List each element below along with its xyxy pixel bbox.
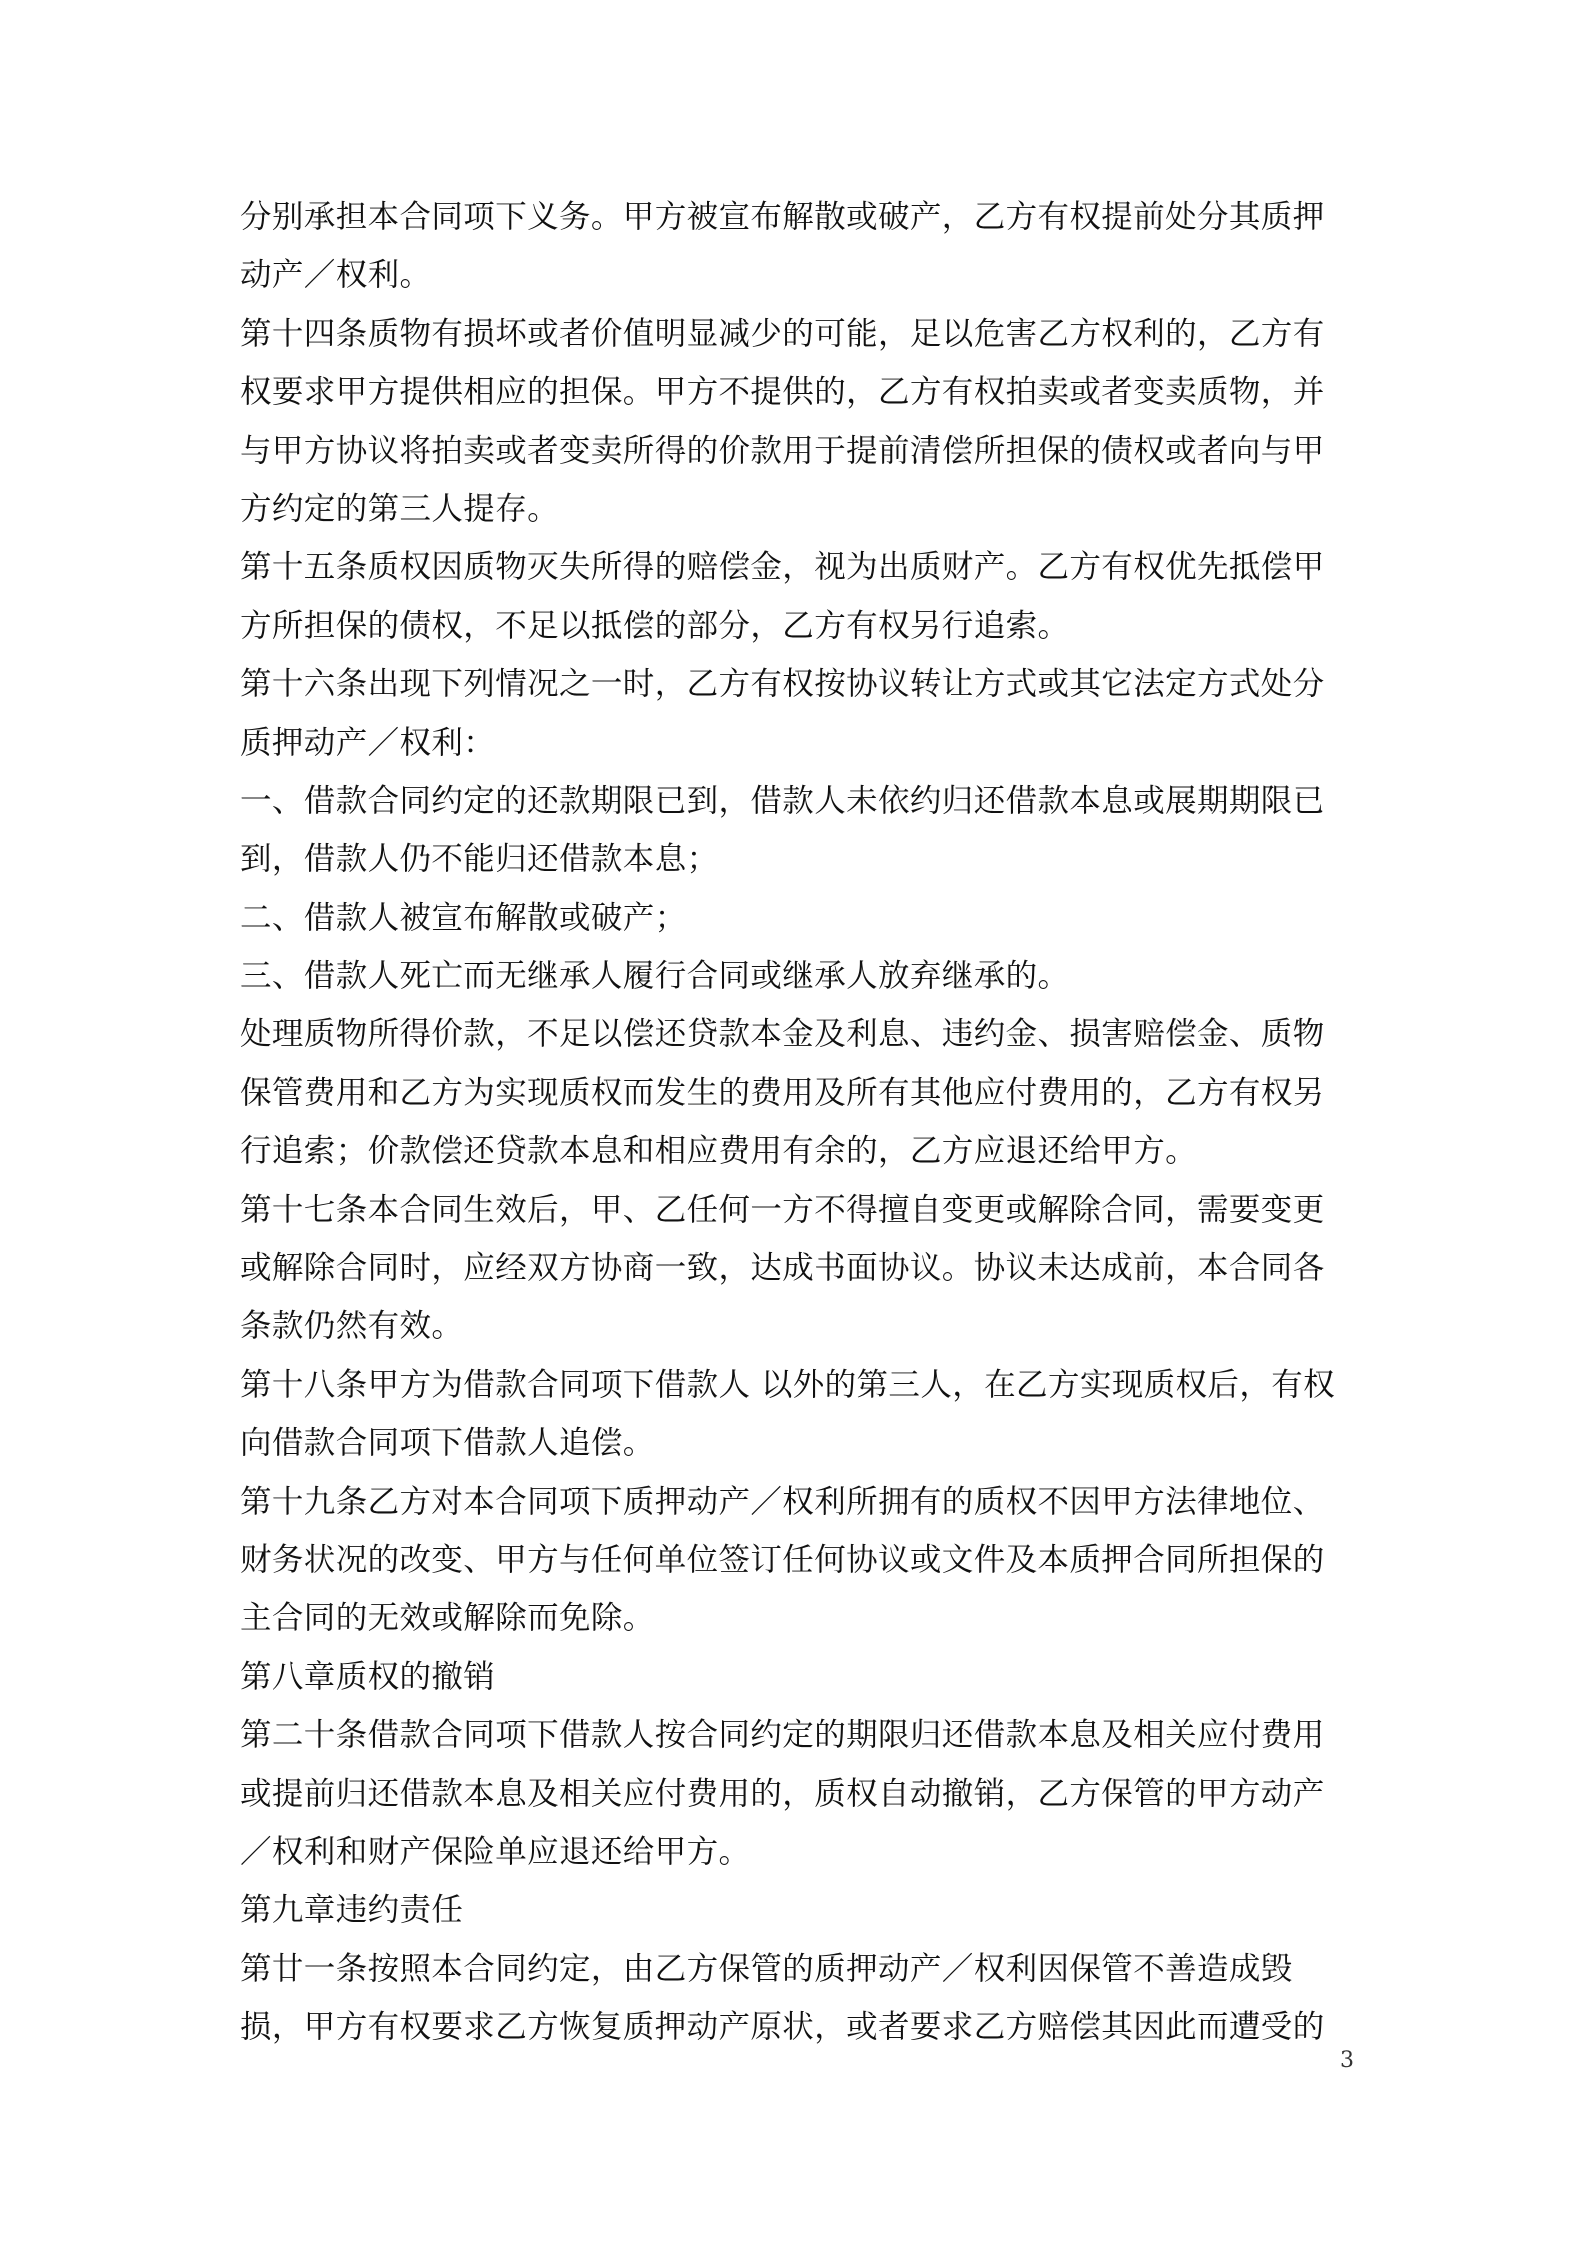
text-line: 权要求甲方提供相应的担保。甲方不提供的，乙方有权拍卖或者变卖质物，并: [240, 374, 1325, 411]
contract-text: [240, 188, 1350, 2057]
text-line: 处理质物所得价款，不足以偿还贷款本金及利息、违约金、损害赔偿金、质物: [240, 1016, 1325, 1053]
text-line: 二、借款人被宣布解散或破产；: [240, 899, 687, 936]
text-line: 损，甲方有权要求乙方恢复质押动产原状，或者要求乙方赔偿其因此而遭受的: [240, 2009, 1325, 2046]
text-line: 条款仍然有效。: [240, 1308, 464, 1345]
text-line: 第十五条质权因质物灭失所得的赔偿金，视为出质财产。乙方有权优先抵偿甲: [240, 549, 1325, 586]
text-line: 第十七条本合同生效后，甲、乙任何一方不得擅自变更或解除合同，需要变更: [240, 1191, 1325, 1228]
text-line: 三、借款人死亡而无继承人履行合同或继承人放弃继承的。: [240, 958, 1070, 995]
text-line: 第十六条出现下列情况之一时，乙方有权按协议转让方式或其它法定方式处分: [240, 666, 1325, 703]
text-line: 或解除合同时，应经双方协商一致，达成书面协议。协议未达成前，本合同各: [240, 1250, 1325, 1287]
text-line: 第十八条甲方为借款合同项下借款人 以外的第三人，在乙方实现质权后，有权: [240, 1366, 1336, 1403]
text-line: 第廿一条按照本合同约定，由乙方保管的质押动产／权利因保管不善造成毁: [240, 1950, 1293, 1987]
text-line: 或提前归还借款本息及相关应付费用的，质权自动撤销，乙方保管的甲方动产: [240, 1775, 1325, 1812]
text-line: 财务状况的改变、甲方与任何单位签订任何协议或文件及本质押合同所担保的: [240, 1541, 1325, 1578]
text-line: 主合同的无效或解除而免除。: [240, 1600, 655, 1637]
text-line: 与甲方协议将拍卖或者变卖所得的价款用于提前清偿所担保的债权或者向与甲: [240, 432, 1325, 469]
text-line: 行追索；价款偿还贷款本息和相应费用有余的，乙方应退还给甲方。: [240, 1133, 1198, 1170]
text-line: 第九章违约责任: [240, 1892, 464, 1929]
text-line: 方所担保的债权，不足以抵偿的部分，乙方有权另行追索。: [240, 607, 1070, 644]
text-line: 第二十条借款合同项下借款人按合同约定的期限归还借款本息及相关应付费用: [240, 1717, 1325, 1754]
text-line: 一、借款合同约定的还款期限已到，借款人未依约归还借款本息或展期期限已: [240, 782, 1325, 819]
text-line: 第八章质权的撤销: [240, 1658, 496, 1695]
page-number: 3: [1340, 2048, 1354, 2073]
text-line: 分别承担本合同项下义务。甲方被宣布解散或破产，乙方有权提前处分其质押: [240, 199, 1325, 235]
text-line: 动产／权利。: [240, 257, 432, 294]
text-line: ／权利和财产保险单应退还给甲方。: [240, 1833, 751, 1870]
text-line: 第十四条质物有损坏或者价值明显减少的可能，足以危害乙方权利的，乙方有: [240, 315, 1325, 352]
text-line: 第十九条乙方对本合同项下质押动产／权利所拥有的质权不因甲方法律地位、: [240, 1483, 1325, 1520]
text-line: 向借款合同项下借款人追偿。: [240, 1425, 655, 1462]
text-line: 方约定的第三人提存。: [240, 490, 560, 527]
text-line: 到，借款人仍不能归还借款本息；: [240, 841, 719, 878]
text-line: 保管费用和乙方为实现质权而发生的费用及所有其他应付费用的，乙方有权另: [240, 1074, 1325, 1111]
text-line: 质押动产／权利：: [240, 724, 496, 761]
